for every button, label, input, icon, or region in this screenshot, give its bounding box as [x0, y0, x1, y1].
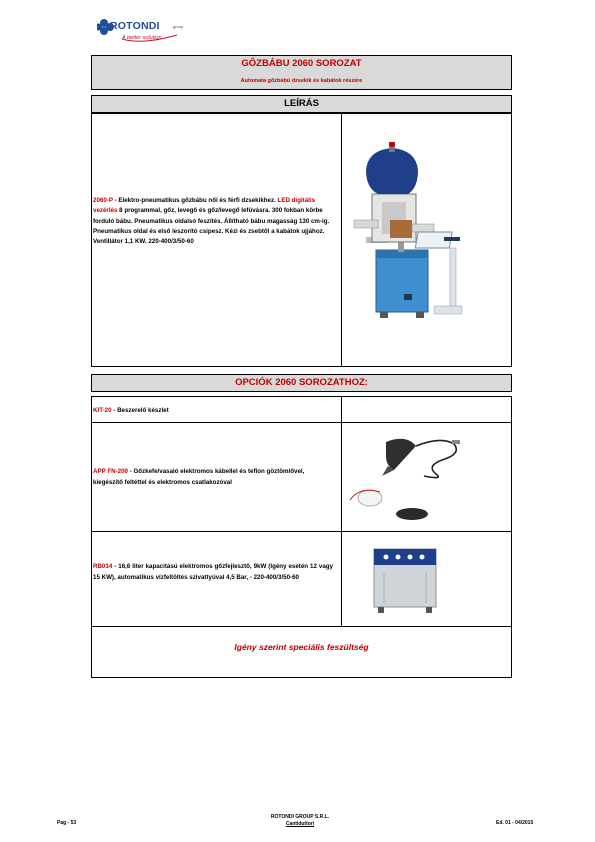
options-column-divider — [341, 396, 342, 626]
option-code: RB014 — [93, 563, 113, 570]
steam-generator-image — [370, 543, 440, 615]
page-title: GŐZBÁBU 2060 SOROZAT — [241, 58, 362, 69]
option-text: - Gőzkefe/vasaló elektromos kábellel és teflon göztömlővel, kiegészítő feltéttel és elektromos csatlakozóval — [93, 468, 305, 486]
description-text — [93, 196, 335, 247]
description-heading: LEÍRÁS — [284, 98, 319, 109]
row-divider-1 — [91, 422, 512, 423]
option-kit-20 — [93, 406, 335, 417]
row-divider-3 — [91, 626, 512, 627]
page-number: Pag - 53 — [57, 820, 77, 826]
edition-label: Ed. 01 - 04/2015 — [496, 820, 534, 826]
description-divider — [341, 113, 342, 367]
footer-company — [240, 814, 360, 828]
company-subtitle: Cantiduttori — [285, 821, 315, 827]
model-code: 2060-P — [93, 197, 113, 204]
logo-tagline: A better solution — [122, 35, 162, 41]
option-text: - 16,6 liter kapacitású elektromos gőzfejlesztő, 9kW (Igény esetén 12 vagy 15 KW), automatikus vízfeltöltés szivattyúval 4,5 Bar, - 220-400/3/50-60 — [93, 563, 333, 581]
description-part-1: - Elektro-pneumatikus gőzbábu női és férfi dzsekikhez. — [112, 197, 278, 204]
logo-text: ROTONDI — [110, 20, 160, 32]
option-code: APP FN-200 — [93, 468, 128, 475]
option-rb014 — [93, 562, 333, 583]
special-voltage-note: Igény szerint speciális feszültség — [234, 642, 369, 652]
row-divider-2 — [91, 531, 512, 532]
steam-brush-image — [346, 426, 466, 528]
option-code: KIT-20 — [93, 407, 112, 414]
logo-group-text: group — [173, 24, 184, 29]
led-highlight: LED digitális vezérlés — [93, 197, 316, 215]
option-text: - Beszerelő készlet — [111, 407, 169, 414]
options-heading: OPCIÓK 2060 SOROZATHOZ: — [235, 377, 368, 388]
description-part-2: 8 programmal, gőz, levegő és gőz/levegő lefúvásra. 300 fokban körbe forduló bábu. Pneumatikus oldalsó feszítés. Állítható bábu magasság 130 cm-ig. Pneumatikus oldal és első leszorító csipesz. Kézi és zsebtől a kabátok ujjához. Ventillátor 1,1 KW. 220-400/3/50-60 — [93, 207, 330, 246]
option-app-fn-200 — [93, 467, 333, 488]
steam-dummy-machine-image — [346, 142, 476, 332]
company-name: ROTONDI GROUP S.R.L. — [270, 814, 330, 820]
page-subtitle: Automata gőzbábú dzsekik és kabátok részére — [240, 78, 363, 84]
